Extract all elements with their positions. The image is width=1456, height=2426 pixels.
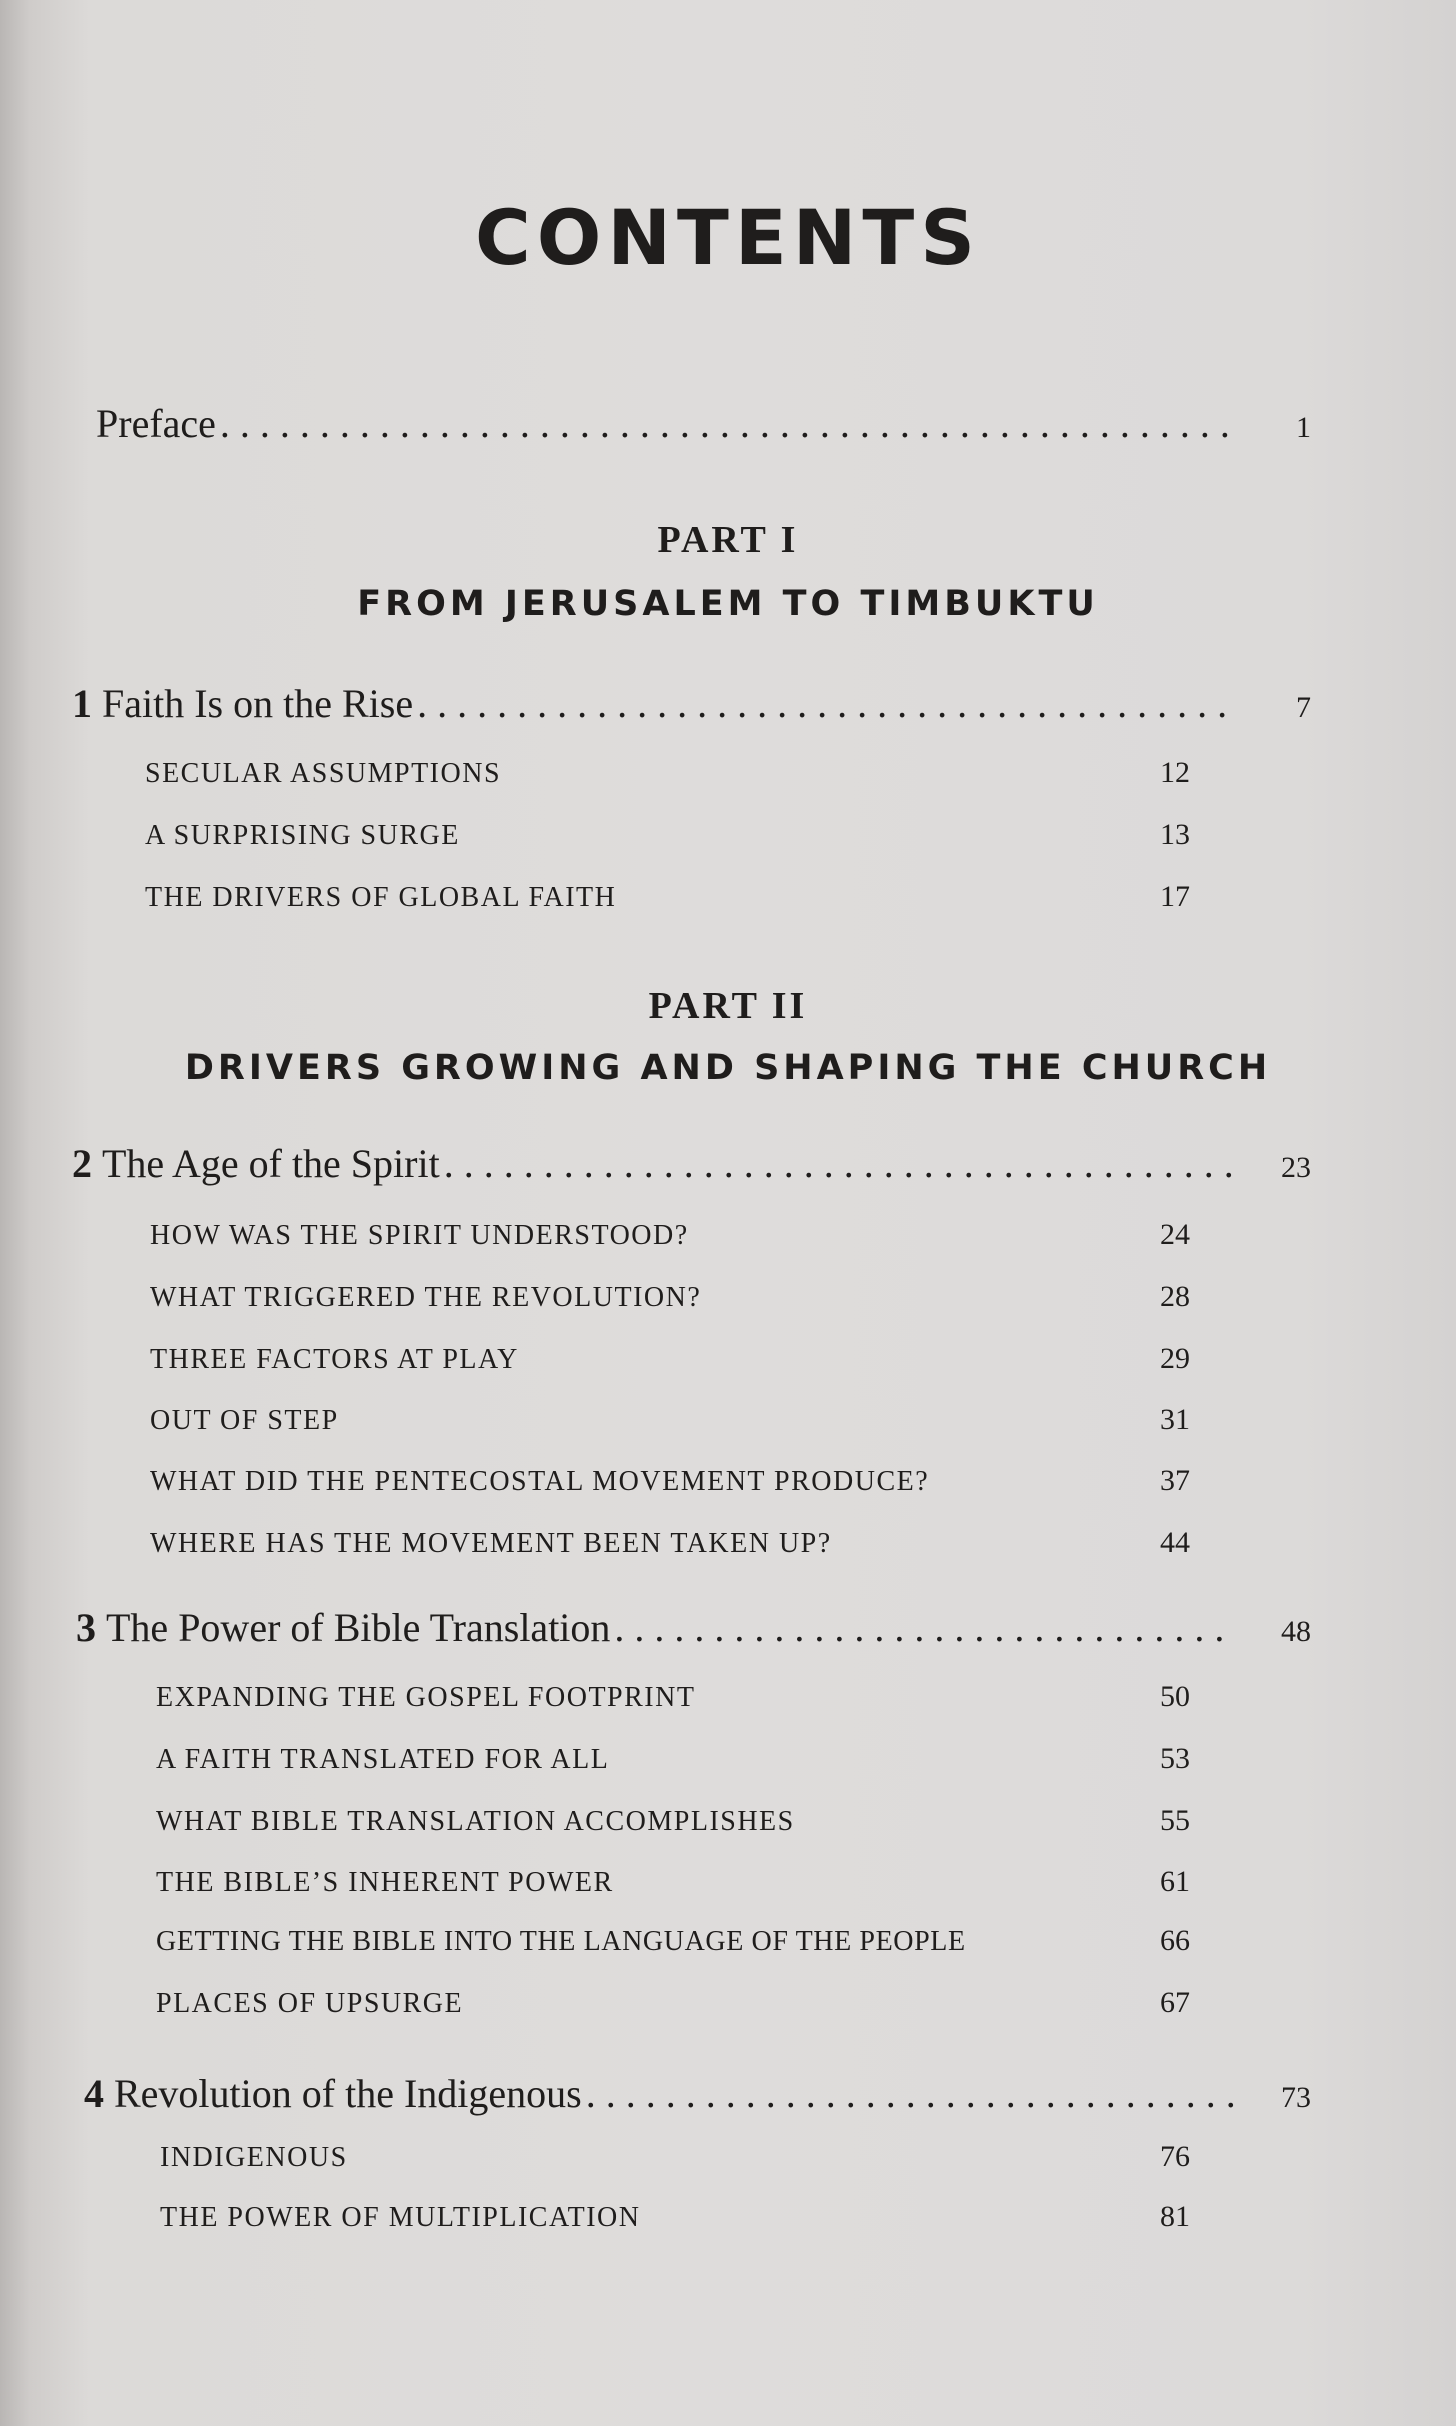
section-title: OUT OF STEP — [150, 1405, 339, 1436]
dot-leader — [444, 1140, 1235, 1187]
section-title: GETTING THE BIBLE INTO THE LANGUAGE OF THE PEOPLE — [156, 1926, 966, 1957]
toc-section — [156, 1804, 1190, 1838]
section-page: 76 — [1160, 2140, 1190, 2173]
toc-section — [156, 1924, 1190, 1958]
chapter-name: Faith Is on the Rise — [102, 681, 414, 726]
section-title: WHAT BIBLE TRANSLATION ACCOMPLISHES — [156, 1806, 795, 1837]
section-page: 81 — [1160, 2200, 1190, 2233]
toc-entry-chapter-2 — [72, 1140, 1311, 1187]
chapter-title — [72, 680, 413, 727]
section-title: EXPANDING THE GOSPEL FOOTPRINT — [156, 1682, 696, 1713]
toc-section — [150, 1403, 1190, 1437]
section-page: 29 — [1160, 1342, 1190, 1375]
toc-section — [156, 1742, 1190, 1776]
chapter-title — [76, 1604, 610, 1651]
part-1-title: FROM JERUSALEM TO TIMBUKTU — [357, 584, 1099, 624]
toc-entry-chapter-3 — [76, 1604, 1311, 1651]
dot-leader — [220, 400, 1235, 447]
chapter-title — [84, 2070, 582, 2117]
chapter-name: The Power of Bible Translation — [106, 1605, 611, 1650]
section-page: 28 — [1160, 1280, 1190, 1313]
chapter-title — [72, 1140, 440, 1187]
dot-leader — [417, 680, 1235, 727]
toc-section — [145, 756, 1190, 790]
part-2-title: DRIVERS GROWING AND SHAPING THE CHURCH — [184, 1048, 1272, 1088]
chapter-page: 7 — [1296, 691, 1311, 724]
section-title: HOW WAS THE SPIRIT UNDERSTOOD? — [150, 1220, 689, 1251]
part-2-label: PART II — [648, 985, 808, 1027]
section-title: PLACES OF UPSURGE — [156, 1988, 464, 2019]
section-page: 17 — [1160, 880, 1190, 913]
toc-section — [150, 1280, 1190, 1314]
part-1-label: PART I — [657, 519, 799, 561]
chapter-number: 4 — [84, 2071, 104, 2116]
chapter-name: Revolution of the Indigenous — [114, 2071, 582, 2116]
chapter-page: 48 — [1281, 1615, 1311, 1648]
chapter-number: 1 — [72, 681, 92, 726]
toc-section — [150, 1464, 1190, 1498]
toc-entry-chapter-1 — [72, 680, 1311, 727]
toc-section — [156, 1865, 1190, 1899]
section-title: SECULAR ASSUMPTIONS — [145, 758, 502, 789]
chapter-page: 23 — [1281, 1151, 1311, 1184]
preface-page: 1 — [1296, 411, 1311, 444]
section-page: 55 — [1160, 1804, 1190, 1837]
section-title: THE POWER OF MULTIPLICATION — [160, 2202, 641, 2233]
dot-leader — [586, 2070, 1235, 2117]
section-page: 44 — [1160, 1526, 1190, 1559]
section-title: THREE FACTORS AT PLAY — [150, 1344, 519, 1375]
section-page: 66 — [1160, 1924, 1190, 1957]
section-page: 31 — [1160, 1403, 1190, 1436]
chapter-number: 3 — [76, 1605, 96, 1650]
toc-section — [160, 2200, 1190, 2234]
toc-section — [145, 880, 1190, 914]
section-title: WHAT TRIGGERED THE REVOLUTION? — [150, 1282, 702, 1313]
section-page: 12 — [1160, 756, 1190, 789]
chapter-name: The Age of the Spirit — [102, 1141, 440, 1186]
section-page: 61 — [1160, 1865, 1190, 1898]
toc-entry-chapter-4 — [84, 2070, 1311, 2117]
toc-section — [150, 1218, 1190, 1252]
toc-section — [150, 1342, 1190, 1376]
dot-leader — [614, 1604, 1235, 1651]
section-title: INDIGENOUS — [160, 2142, 348, 2173]
toc-section — [150, 1526, 1190, 1560]
section-page: 13 — [1160, 818, 1190, 851]
preface-title: Preface — [96, 401, 216, 446]
chapter-page: 73 — [1281, 2081, 1311, 2114]
toc-entry-preface — [96, 400, 1311, 447]
section-page: 37 — [1160, 1464, 1190, 1497]
contents-heading: CONTENTS — [475, 193, 981, 282]
toc-section — [145, 818, 1190, 852]
section-page: 53 — [1160, 1742, 1190, 1775]
section-title: THE BIBLE’S INHERENT POWER — [156, 1867, 614, 1898]
toc-section — [156, 1986, 1190, 2020]
section-page: 24 — [1160, 1218, 1190, 1251]
section-title: THE DRIVERS OF GLOBAL FAITH — [145, 882, 617, 913]
section-page: 50 — [1160, 1680, 1190, 1713]
section-title: A FAITH TRANSLATED FOR ALL — [156, 1744, 610, 1775]
section-title: WHERE HAS THE MOVEMENT BEEN TAKEN UP? — [150, 1528, 832, 1559]
toc-section — [156, 1680, 1190, 1714]
section-title: WHAT DID THE PENTECOSTAL MOVEMENT PRODUCE? — [150, 1466, 930, 1497]
toc-section — [160, 2140, 1190, 2174]
section-title: A SURPRISING SURGE — [145, 820, 460, 851]
chapter-number: 2 — [72, 1141, 92, 1186]
section-page: 67 — [1160, 1986, 1190, 2019]
